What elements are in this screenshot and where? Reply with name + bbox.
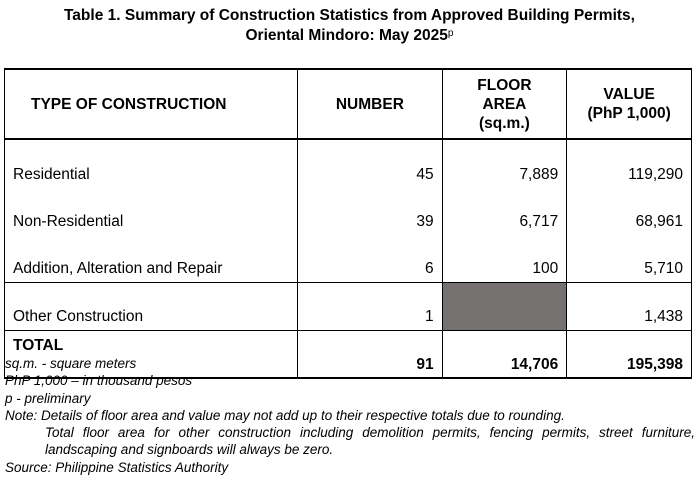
row-value: 68,961: [567, 188, 692, 235]
row-number: 45: [298, 139, 442, 188]
header-floor-area: [442, 69, 567, 139]
construction-statistics-table: [4, 68, 692, 379]
header-floor-area-line-1: FLOOR: [477, 76, 532, 94]
row-type: Residential: [5, 139, 298, 188]
footnote-rounding-note: Note: Details of floor area and value may not add up to their respective totals due to rounding.: [5, 407, 565, 423]
preliminary-superscript: p: [447, 28, 454, 39]
footnote-other-construction-note: Total floor area for other construction including demolition permits, fencing permits, street furniture, landscaping and signboards will always be zero.: [45, 425, 695, 458]
header-row: [5, 69, 692, 139]
header-value-line-2: (PhP 1,000): [587, 105, 671, 122]
row-floor-area: 7,889: [442, 139, 567, 188]
row-value: 1,438: [567, 283, 692, 331]
total-value: 195,398: [567, 331, 692, 379]
header-floor-area-line-3: (sq.m.): [479, 114, 530, 132]
row-floor-area-shaded-cell: [442, 283, 567, 331]
footnote-sqm: sq.m. - square meters: [5, 356, 137, 371]
total-floor-area: 14,706: [442, 331, 567, 379]
row-type: Other Construction: [5, 283, 298, 331]
row-number: 6: [298, 235, 442, 283]
total-label: TOTAL: [5, 331, 298, 379]
table-title-line-2: [0, 26, 699, 46]
table-row-residential: [5, 139, 692, 188]
table-row-addition-alteration-repair: [5, 235, 692, 283]
table-footnotes: [5, 355, 695, 476]
header-value-line-1: VALUE: [603, 86, 655, 103]
row-floor-area: 100: [442, 235, 567, 283]
table-title-line-1: Table 1. Summary of Construction Statistics from Approved Building Permits,: [63, 7, 635, 24]
row-type: Addition, Alteration and Repair: [5, 235, 298, 283]
row-number: 1: [298, 283, 442, 331]
footnote-source: Source: Philippine Statistics Authority: [5, 459, 229, 475]
row-floor-area: 6,717: [442, 188, 567, 235]
table-title-text: Oriental Mindoro: May 2025: [245, 27, 448, 44]
header-type-of-construction: TYPE OF CONSTRUCTION: [5, 69, 298, 139]
row-value: 5,710: [567, 235, 692, 283]
header-floor-area-line-2: AREA: [482, 95, 527, 113]
row-number: 39: [298, 188, 442, 235]
row-value: 119,290: [567, 139, 692, 188]
footnote-php: PhP 1,000 – in thousand pesos: [5, 373, 193, 389]
total-number: 91: [298, 331, 442, 379]
header-number: NUMBER: [298, 69, 442, 139]
table-row-non-residential: [5, 188, 692, 235]
table-row-other-construction: [5, 283, 692, 331]
footnote-preliminary: p - preliminary: [5, 390, 91, 406]
row-type: Non-Residential: [5, 188, 298, 235]
header-value: [567, 69, 692, 139]
